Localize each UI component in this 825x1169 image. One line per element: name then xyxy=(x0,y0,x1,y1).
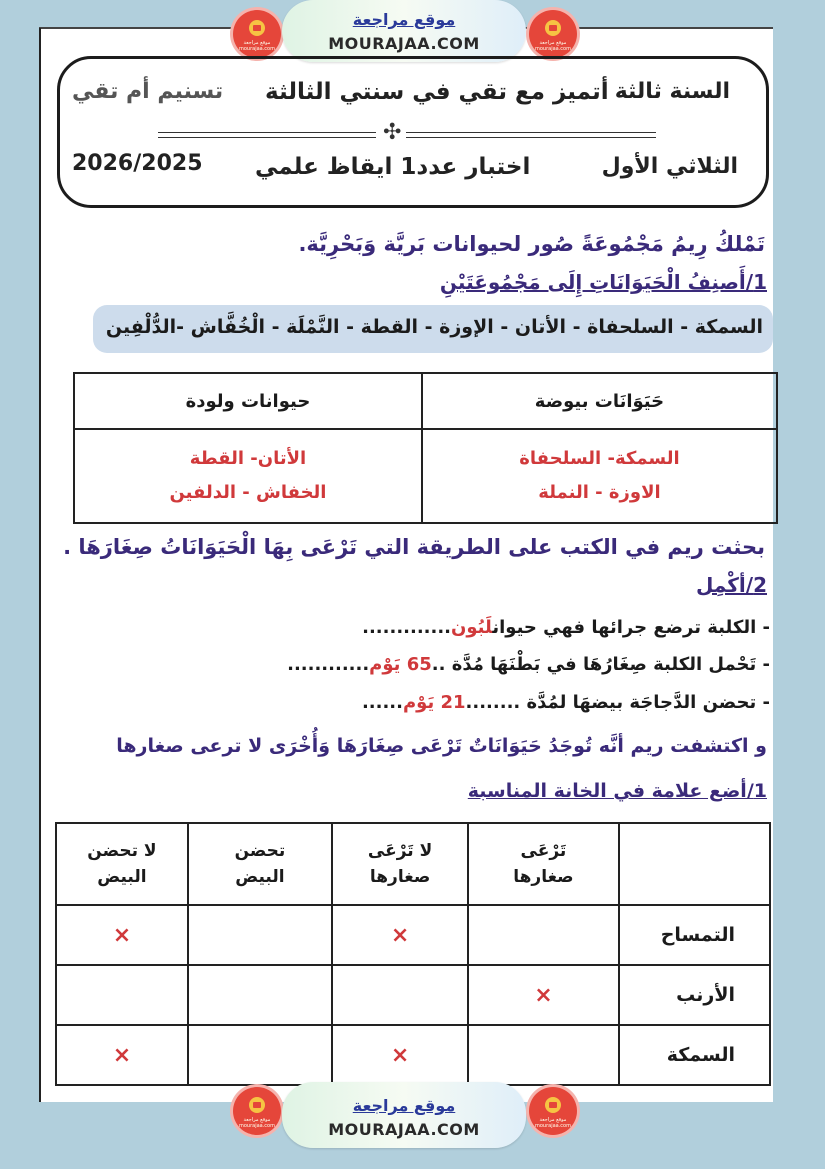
site-logo-icon: موقع مراجعة mourajaa.com xyxy=(529,1087,577,1135)
viviparous-answer: الخفاش - الدلفين xyxy=(169,482,327,503)
col-incubate: تحضن البيض xyxy=(188,823,332,905)
fill-line-1 xyxy=(362,617,770,638)
col-no-incubate: لا تحضن البيض xyxy=(56,823,188,905)
mark-cell[interactable] xyxy=(56,965,188,1025)
fill-answer[interactable]: لَبُون xyxy=(451,617,493,638)
mark-cell[interactable] xyxy=(468,905,619,965)
animal-word-list: السمكة - السلحفاة - الأتان - الإوزة - القطة - النَّمْلَة - الْخُفَّاش -الدُّلْفِين xyxy=(105,316,763,338)
mark-cell[interactable] xyxy=(468,1025,619,1085)
header-trimester: الثلاثي الأول xyxy=(601,154,738,179)
watermark-site-en: MOURAJAA.COM xyxy=(328,1120,480,1139)
fill-line-3 xyxy=(362,692,770,713)
fill-text: - الكلبة ترضع جرائها فهي حيوان xyxy=(492,617,770,638)
col-no-care: لا تَرْعَى صغارها xyxy=(332,823,468,905)
watermark-site-ar: موقع مراجعة xyxy=(352,10,456,29)
header-school-year: 2026/2025 xyxy=(72,151,203,176)
fill-dots: ............ xyxy=(287,654,370,675)
watermark-site-ar: موقع مراجعة xyxy=(352,1096,456,1115)
question-2-title: 2/أكْمِل xyxy=(696,573,767,597)
ornament-icon: ✣ xyxy=(383,120,402,145)
site-logo-icon: موقع مراجعة mourajaa.com xyxy=(233,1087,281,1135)
site-logo-icon: موقع مراجعة mourajaa.com xyxy=(233,10,281,58)
header-author: تسنيم أم تقي xyxy=(72,79,224,104)
mark-cell[interactable]: × xyxy=(332,1025,468,1085)
question-1-title: 1/أَصنِفُ الْحَيَوَانَاتِ إِلَى مَجْمُوعَتَيْنِ xyxy=(439,270,767,294)
mark-cell[interactable]: × xyxy=(56,905,188,965)
mark-cell[interactable] xyxy=(332,965,468,1025)
fill-dots: ............. xyxy=(362,617,452,638)
watermark-banner-top[interactable] xyxy=(282,0,526,62)
mark-cell[interactable]: × xyxy=(332,905,468,965)
header-oviparous: حَيَوَانَات بيوضة xyxy=(422,373,777,429)
care-table xyxy=(55,822,771,1086)
header-divider xyxy=(158,132,376,138)
intro-text: تَمْلكُ رِيمُ مَجْمُوعَةً صُور لحيوانات بَريَّة وَبَحْرِيَّة. xyxy=(298,232,765,256)
animal-name: التمساح xyxy=(619,905,770,965)
classification-table xyxy=(73,372,778,524)
mark-cell[interactable]: × xyxy=(468,965,619,1025)
animal-name: السمكة xyxy=(619,1025,770,1085)
mark-cell[interactable] xyxy=(188,1025,332,1085)
mark-cell[interactable] xyxy=(188,905,332,965)
table-row xyxy=(56,905,770,965)
fill-line-2 xyxy=(287,654,770,675)
oviparous-answer: الاوزة - النملة xyxy=(538,482,661,503)
mark-cell[interactable] xyxy=(188,965,332,1025)
fill-text: - تَحْمل الكلبة صِغَارُهَا في بَطْنَهَا مُدَّة .. xyxy=(431,654,770,675)
header-test-title: اختبار عدد1 ايقاظ علمي xyxy=(255,154,531,180)
header-divider xyxy=(406,132,656,138)
mark-cell[interactable]: × xyxy=(56,1025,188,1085)
question-3-title: 1/أضع علامة في الخانة المناسبة xyxy=(467,780,767,802)
research-text: بحثت ريم في الكتب على الطريقة التي تَرْعَى بِهَا الْحَيَوَانَاتُ صِغَارَهَا . xyxy=(63,535,765,559)
header-title: أتميز مع تقي في سنتي الثالثة xyxy=(265,79,609,105)
viviparous-cell[interactable] xyxy=(74,429,422,523)
fill-answer[interactable]: 65 يَوْم xyxy=(369,654,432,675)
fill-text: - تحضن الدَّجاجَة بيضهَا لمُدَّة ........ xyxy=(465,692,770,713)
fill-dots: ...... xyxy=(361,692,403,713)
table-row xyxy=(56,965,770,1025)
header-viviparous: حيوانات ولودة xyxy=(74,373,422,429)
viviparous-answer: الأتان- القطة xyxy=(189,448,307,469)
animal-name: الأرنب xyxy=(619,965,770,1025)
oviparous-answer: السمكة- السلحفاة xyxy=(519,448,680,469)
header-year: السنة ثالثة xyxy=(614,79,730,104)
col-care: تَرْعَى صغارها xyxy=(468,823,619,905)
fill-answer[interactable]: 21 يَوْم xyxy=(402,692,466,713)
oviparous-cell[interactable] xyxy=(422,429,777,523)
watermark-site-en: MOURAJAA.COM xyxy=(328,34,480,53)
watermark-banner-bottom[interactable] xyxy=(282,1082,526,1148)
col-animal xyxy=(619,823,770,905)
page-left-border xyxy=(39,28,41,1102)
table-row xyxy=(56,1025,770,1085)
discovery-text: و اكتشفت ريم أنَّه تُوجَدُ حَيَوَانَاتٌ تَرْعَى صِغَارَهَا وَأُخْرَى لا ترعى صغارها xyxy=(116,735,767,757)
site-logo-icon: موقع مراجعة mourajaa.com xyxy=(529,10,577,58)
